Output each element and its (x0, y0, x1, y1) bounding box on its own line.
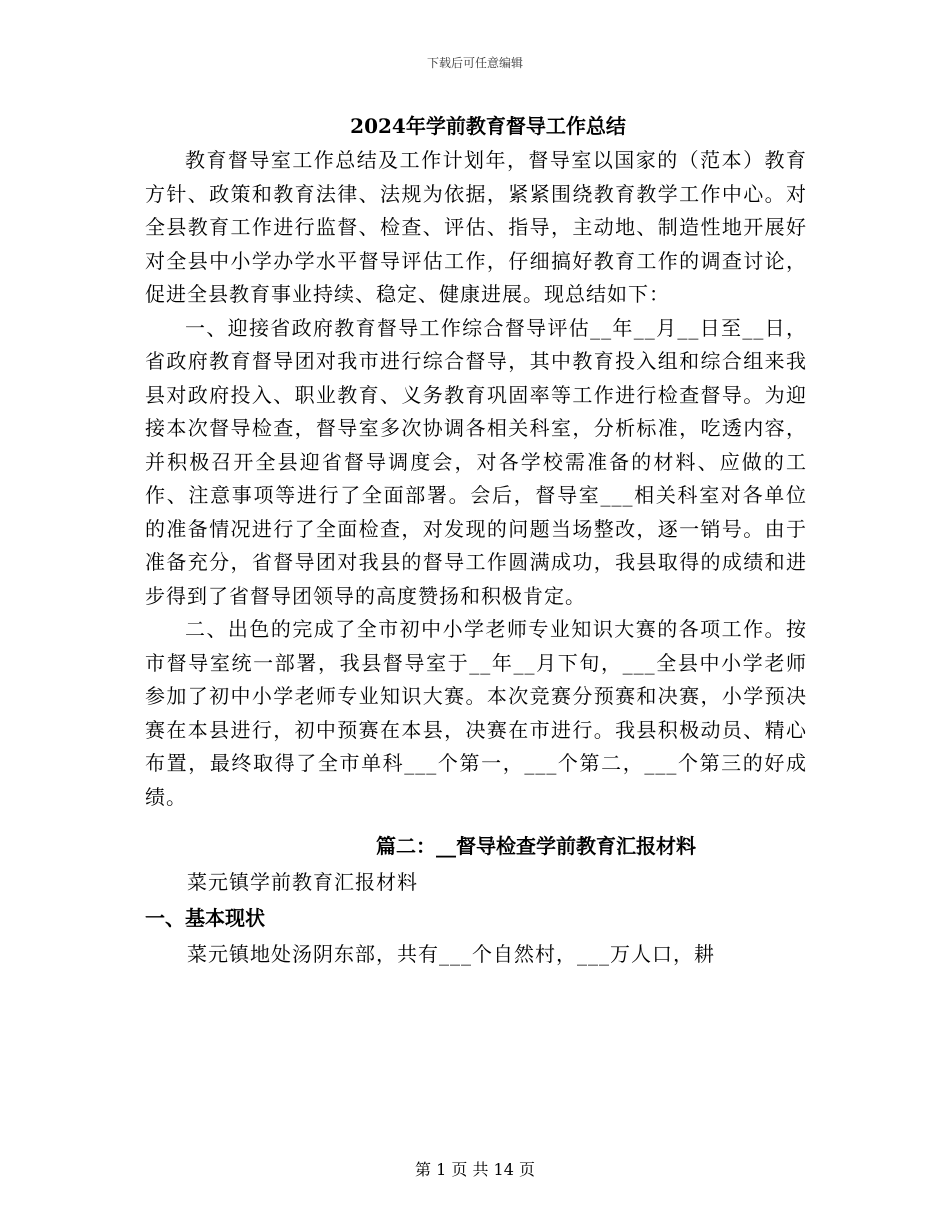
document-body (145, 108, 807, 972)
paragraph-section-one: 一、迎接省政府教育督导工作综合督导评估__年__月__日至__日，省政府教育督导团对我市进行综合督导，其中教育投入组和综合组来我县对政府投入、职业教育、义务教育巩固率等工作进行检查督导。为迎接本次督导检查，督导室多次协调各相关科室，分析标准，吃透内容，并积极召开全县迎省督导调度会，对各学校需准备的材料、应做的工作、注意事项等进行了全面部署。会后，督导室___相关科室对各单位的准备情况进行了全面检查，对发现的问题当场整改，逐一销号。由于准备充分，省督导团对我县的督导工作圆满成功，我县取得的成绩和进步得到了省督导团领导的高度赞扬和积极肯定。 (145, 315, 807, 608)
section-two-heading: 一、基本现状 (145, 906, 265, 930)
section-two-title: 篇二：__督导检查学前教育汇报材料 (376, 834, 696, 858)
page-header: 下载后可任意编辑 (426, 56, 523, 70)
document-title: 2024年学前教育督导工作总结 (350, 114, 626, 138)
page-footer: 第 1 页 共 14 页 (415, 1160, 535, 1179)
paragraph-intro: 教育督导室工作总结及工作计划年，督导室以国家的（范本）教育方针、政策和教育法律、法规为依据，紧紧围绕教育教学工作中心。对全县教育工作进行监督、检查、评估、指导，主动地、制造性地开展好对全县中小学办学水平督导评估工作，仔细搞好教育工作的调查讨论，促进全县教育事业持续、稳定、健康进展。现总结如下： (145, 148, 807, 306)
paragraph-section-two: 二、出色的完成了全市初中小学老师专业知识大赛的各项工作。按市督导室统一部署，我县督导室于__年__月下旬，___全县中小学老师参加了初中小学老师专业知识大赛。本次竞赛分预赛和决赛，小学预决赛在本县进行，初中预赛在本县，决赛在市进行。我县积极动员、精心布置，最终取得了全市单科___个第一，___个第二，___个第三的好成绩。 (145, 617, 807, 809)
section-two-subtitle: 菜元镇学前教育汇报材料 (187, 870, 418, 894)
section-two-text: 菜元镇地处汤阴东部，共有___个自然村，___万人口，耕 (187, 942, 715, 966)
